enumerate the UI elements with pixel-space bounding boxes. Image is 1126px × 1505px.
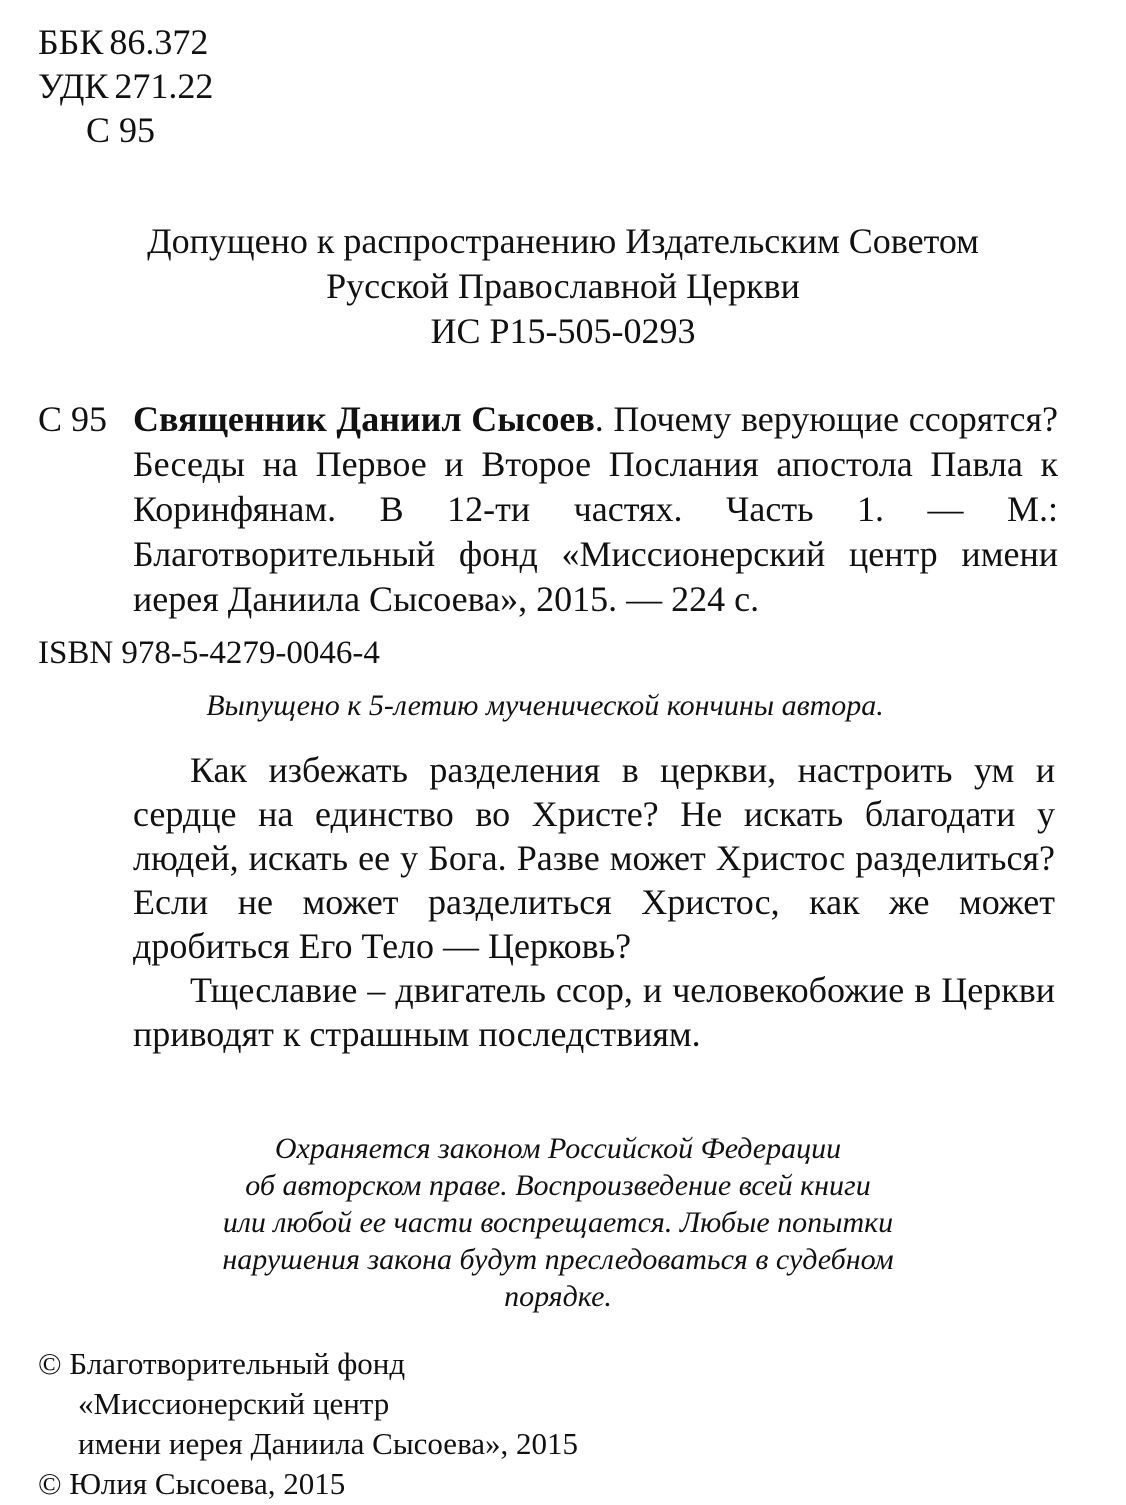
udk-value: 271.22 <box>114 66 214 106</box>
author-mark: С 95 <box>86 110 156 150</box>
approval-block <box>0 219 1126 354</box>
classification-block <box>38 20 213 152</box>
notice-line-3: или любой ее части воспрещается. Любые попытки <box>222 1206 894 1239</box>
notice-line-4: нарушения закона будут преследоваться в судебном <box>222 1243 894 1276</box>
udk-row <box>38 64 213 108</box>
notice-line-2: об авторском праве. Воспроизведение всей книги <box>245 1169 871 1202</box>
biblio-author: Священник Даниил Сысоев <box>133 399 595 439</box>
bbk-value: 86.372 <box>109 22 209 62</box>
copyright-line-1: © Благотворительный фонд <box>38 1346 406 1381</box>
bibliographic-entry <box>38 397 1058 622</box>
annotation-paragraph-1: Как избежать разделения в церкви, настроить ум и сердце на единство во Христе? Не искать благодати у людей, искать ее у Бога. Разве может Христос разделиться? Если не может разделиться Христос, как же может дробиться Его Тело — Церковь? <box>133 750 1055 966</box>
biblio-code: С 95 <box>38 399 108 439</box>
approval-line-1: Допущено к распространению Издательским Советом <box>147 221 979 261</box>
annotation <box>133 748 1055 1056</box>
approval-code: ИС Р15-505-0293 <box>430 311 696 351</box>
annotation-paragraph-2: Тщеславие – двигатель ссор, и человекобожие в Церкви приводят к страшным последствиям. <box>133 970 1055 1054</box>
bbk-label: ББК <box>38 22 104 62</box>
copyright-line-3: имени иерея Даниила Сысоева», 2015 <box>78 1426 579 1461</box>
udk-label: УДК <box>38 66 109 106</box>
notice-line-5: порядке. <box>504 1280 612 1313</box>
biblio-text <box>133 397 1058 622</box>
notice-line-1: Охраняется законом Российской Федерации <box>274 1132 842 1165</box>
copyright-notice <box>0 1130 1116 1315</box>
biblio-description: . Почему верующие ссорятся? Беседы на Первое и Второе Послания апостола Павла к Коринфянам. В 12-ти частях. Часть 1. — М.: Благотворительный фонд «Миссионерский центр имени иерея Даниила Сысоева», 2015. — 224 с. <box>133 399 1058 619</box>
approval-line-2: Русской Православной Церкви <box>326 266 800 306</box>
isbn: ISBN 978-5-4279-0046-4 <box>38 635 380 671</box>
copyright-line-4: © Юлия Сысоева, 2015 <box>38 1466 346 1501</box>
bbk-row <box>38 20 213 64</box>
dedication: Выпущено к 5-летию мученической кончины автора. <box>206 689 884 722</box>
copyright-line-2: «Миссионерский центр <box>78 1386 390 1421</box>
copyright-lines <box>38 1344 578 1504</box>
